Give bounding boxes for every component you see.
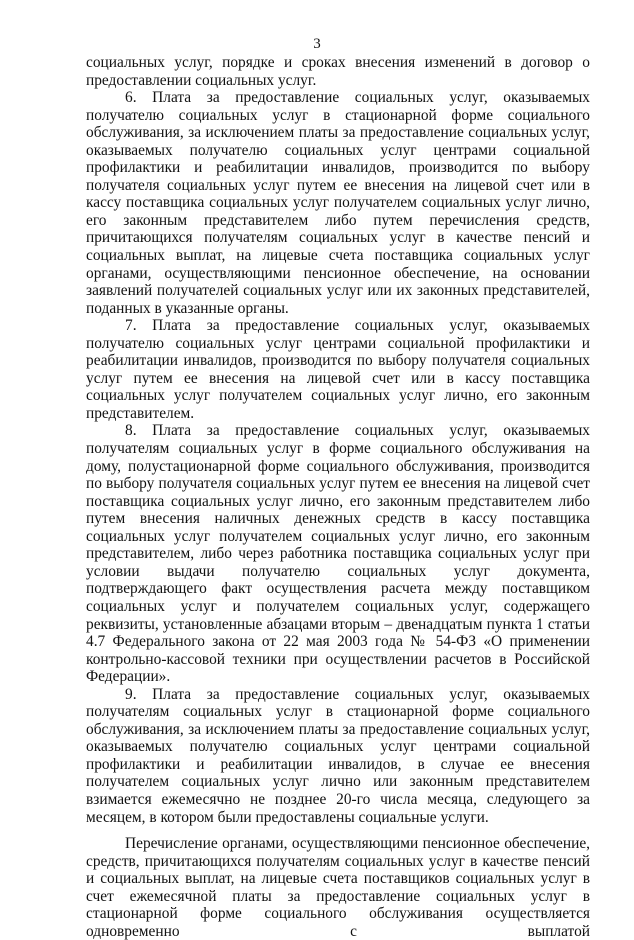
paragraph-item-8: 8. Плата за предоставление социальных услуг, оказываемых получателям социальных услуг в форме социального обслуживания на дому, полустационарной форме социального обслуживания, производится по выбору получателя социальных услуг путем ее внесения на лицевой счет поставщика социальных услуг лично, его законным представителем либо путем внесения наличных денежных средств в кассу поставщика социальных услуг получателем социальных услуг лично, его законным представителем, либо через работника поставщика социальных услуг при условии выдачи получателю социальных услуг документа, подтверждающего факт осуществления расчета между поставщиком социальных услуг и получателем социальных услуг, содержащего реквизиты, установленные абзацами вторым – двенадцатым пункта 1 статьи 4.7 Федерального закона от 22 мая 2003 года № 54-ФЗ «О применении контрольно-кассовой техники при осуществлении расчетов в Российской Федерации». (86, 422, 590, 686)
paragraph-transfer: Перечисление органами, осуществляющими пенсионное обеспечение, средств, причитающихся получателям социальных услуг в качестве пенсий и социальных выплат, на лицевые счета поставщиков социальных услуг в счет ежемесячной платы за предоставление социальных услуг в стационарной форме социального обслуживания осуществляется одновременно с выплатой (86, 835, 590, 940)
page-number: 3 (313, 36, 321, 52)
document-body (86, 54, 590, 940)
paragraph-item-6: 6. Плата за предоставление социальных услуг, оказываемых получателю социальных услуг в стационарной форме социального обслуживания, за исключением платы за предоставление социальных услуг, оказываемых получателю социальных услуг центрами социальной профилактики и реабилитации инвалидов, производится по выбору получателя социальных услуг путем ее внесения на лицевой счет или в кассу поставщика социальных услуг получателем социальных услуг лично, его законным представителем либо путем перечисления средств, причитающихся получателям социальных услуг в качестве пенсий и социальных выплат, на лицевые счета поставщика социальных услуг органами, осуществляющими пенсионное обеспечение, на основании заявлений получателей социальных услуг или их законных представителей, поданных в указанные органы. (86, 89, 590, 317)
paragraph-item-7: 7. Плата за предоставление социальных услуг, оказываемых получателю социальных услуг центрами социальной профилактики и реабилитации инвалидов, производится по выбору получателя социальных услуг путем ее внесения на лицевой счет или в кассу поставщика социальных услуг получателем социальных услуг лично, его законным представителем. (86, 317, 590, 422)
paragraph-continuation: социальных услуг, порядке и сроках внесения изменений в договор о предоставлении социальных услуг. (86, 54, 590, 89)
paragraph-item-9: 9. Плата за предоставление социальных услуг, оказываемых получателям социальных услуг в стационарной форме социального обслуживания, за исключением платы за предоставление социальных услуг, оказываемых получателю социальных услуг центрами социальной профилактики и реабилитации инвалидов, в случае ее внесения получателем социальных услуг лично или законным представителем взимается ежемесячно не позднее 20-го числа месяца, следующего за месяцем, в котором были предоставлены социальные услуги. (86, 685, 590, 826)
